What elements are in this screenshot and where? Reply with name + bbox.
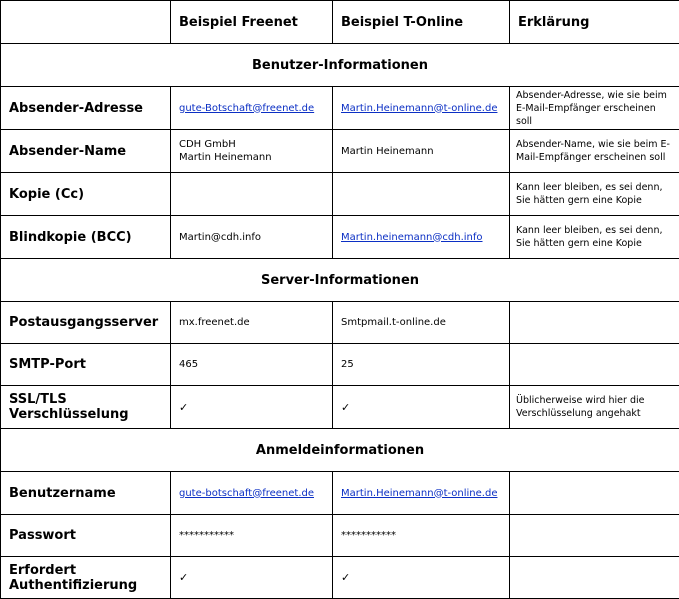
row-label-username: Benutzername bbox=[1, 472, 171, 515]
note-password bbox=[510, 515, 679, 557]
section-row bbox=[1, 44, 679, 87]
tonline-username-link[interactable]: Martin.Heinemann@t-online.de bbox=[341, 488, 497, 499]
table-row bbox=[1, 515, 679, 557]
freenet-bcc: Martin@cdh.info bbox=[171, 216, 333, 259]
section-user-info: Benutzer-Informationen bbox=[1, 44, 679, 87]
header-empty-cell bbox=[1, 1, 171, 44]
section-row bbox=[1, 429, 679, 472]
note-username bbox=[510, 472, 679, 515]
section-login-info: Anmeldeinformationen bbox=[1, 429, 679, 472]
row-label-auth-required: Erfordert Authentifizierung bbox=[1, 557, 171, 599]
header-row bbox=[1, 1, 679, 44]
note-sender-address: Absender-Adresse, wie sie beim E-Mail-Empfänger erscheinen soll bbox=[510, 87, 679, 130]
section-server-info: Server-Informationen bbox=[1, 259, 679, 302]
freenet-cc bbox=[171, 173, 333, 216]
tonline-outgoing-server: Smtpmail.t-online.de bbox=[333, 302, 510, 344]
freenet-password: *********** bbox=[171, 515, 333, 557]
note-cc: Kann leer bleiben, es sei denn, Sie hätten gern eine Kopie bbox=[510, 173, 679, 216]
note-outgoing-server bbox=[510, 302, 679, 344]
freenet-outgoing-server: mx.freenet.de bbox=[171, 302, 333, 344]
row-label-ssl-tls: SSL/TLS Verschlüsselung bbox=[1, 386, 171, 429]
freenet-username-link[interactable]: gute-botschaft@freenet.de bbox=[179, 488, 314, 499]
tonline-auth-check-icon: ✓ bbox=[341, 571, 350, 584]
row-label-cc: Kopie (Cc) bbox=[1, 173, 171, 216]
note-smtp-port bbox=[510, 344, 679, 386]
table-row bbox=[1, 472, 679, 515]
row-label-sender-name: Absender-Name bbox=[1, 130, 171, 173]
header-explanation: Erklärung bbox=[510, 1, 679, 44]
table-row bbox=[1, 87, 679, 130]
table-row bbox=[1, 386, 679, 429]
freenet-sender-name-line2: Martin Heinemann bbox=[179, 151, 324, 164]
freenet-sender-name bbox=[171, 130, 333, 173]
tonline-password: *********** bbox=[333, 515, 510, 557]
row-label-outgoing-server: Postausgangsserver bbox=[1, 302, 171, 344]
row-label-password: Passwort bbox=[1, 515, 171, 557]
freenet-auth-check-icon: ✓ bbox=[179, 571, 188, 584]
header-freenet: Beispiel Freenet bbox=[171, 1, 333, 44]
table-row bbox=[1, 302, 679, 344]
tonline-cc bbox=[333, 173, 510, 216]
section-row bbox=[1, 259, 679, 302]
tonline-ssl-check-icon: ✓ bbox=[341, 401, 350, 414]
row-label-sender-address: Absender-Adresse bbox=[1, 87, 171, 130]
note-bcc: Kann leer bleiben, es sei denn, Sie hätten gern eine Kopie bbox=[510, 216, 679, 259]
note-sender-name: Absender-Name, wie sie beim E-Mail-Empfänger erscheinen soll bbox=[510, 130, 679, 173]
table-row bbox=[1, 173, 679, 216]
freenet-ssl-check-icon: ✓ bbox=[179, 401, 188, 414]
table-row bbox=[1, 216, 679, 259]
table-row bbox=[1, 344, 679, 386]
freenet-sender-name-line1: CDH GmbH bbox=[179, 138, 324, 151]
freenet-smtp-port: 465 bbox=[171, 344, 333, 386]
header-tonline: Beispiel T-Online bbox=[333, 1, 510, 44]
note-ssl-tls: Üblicherweise wird hier die Verschlüsselung angehakt bbox=[510, 386, 679, 429]
row-label-smtp-port: SMTP-Port bbox=[1, 344, 171, 386]
note-auth-required bbox=[510, 557, 679, 599]
tonline-sender-name: Martin Heinemann bbox=[333, 130, 510, 173]
tonline-sender-address-link[interactable]: Martin.Heinemann@t-online.de bbox=[341, 103, 497, 114]
tonline-smtp-port: 25 bbox=[333, 344, 510, 386]
freenet-sender-address-link[interactable]: gute-Botschaft@freenet.de bbox=[179, 103, 314, 114]
tonline-bcc-link[interactable]: Martin.heinemann@cdh.info bbox=[341, 232, 483, 243]
table-row bbox=[1, 130, 679, 173]
row-label-bcc: Blindkopie (BCC) bbox=[1, 216, 171, 259]
table-row bbox=[1, 557, 679, 599]
